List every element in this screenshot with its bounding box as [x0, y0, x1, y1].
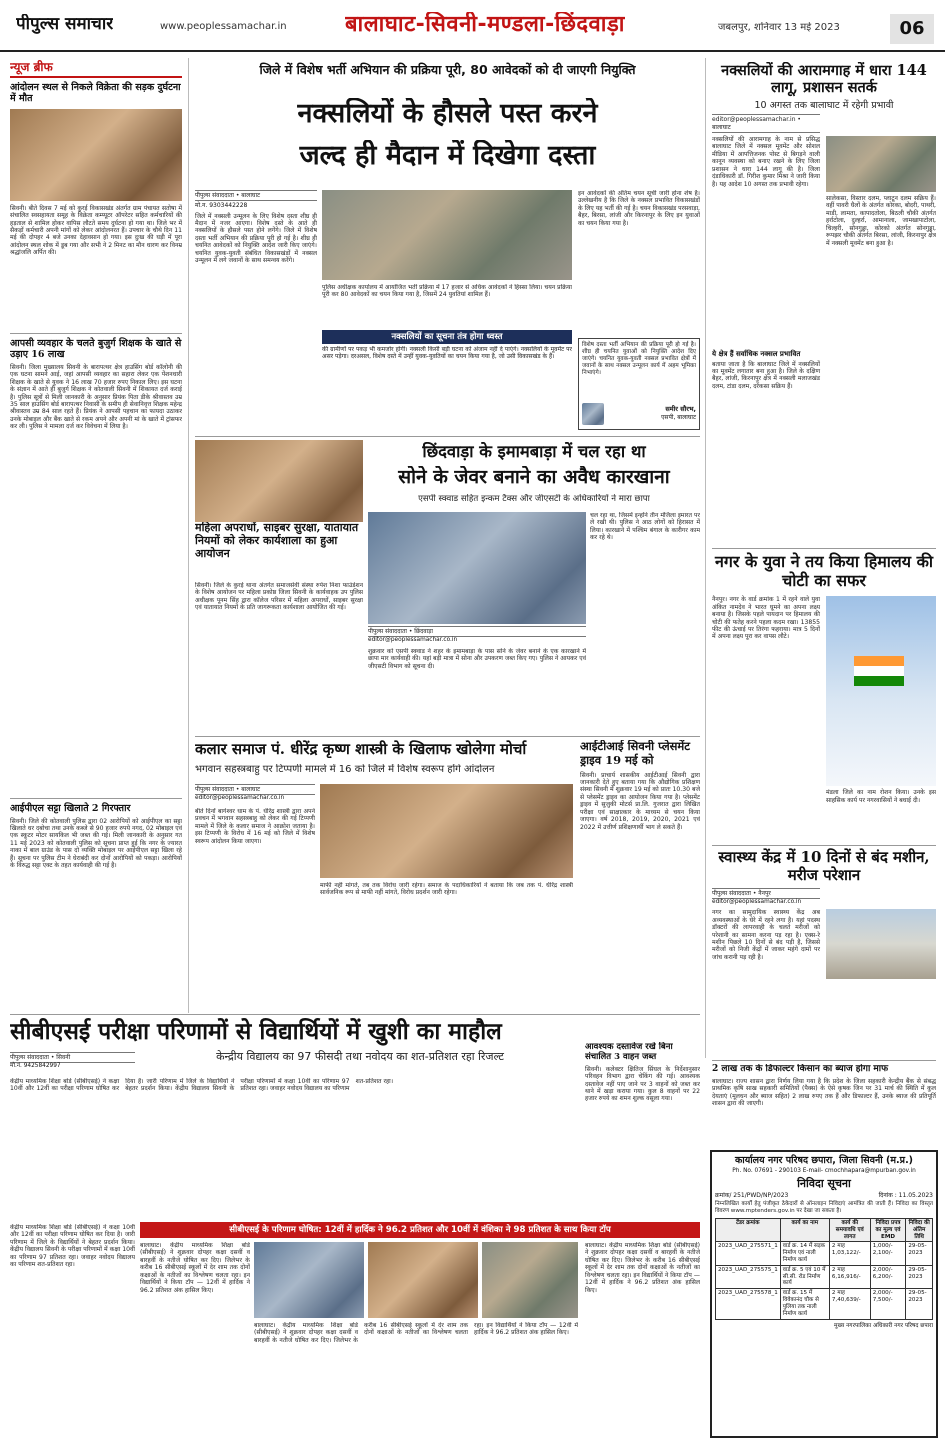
news-brief-label: न्यूज ब्रीफ — [10, 60, 182, 78]
tender-cell: 2 माह 6,16,916/- — [829, 1265, 870, 1288]
chhindwara-body2: चल रहा था, जिसमें इन्होंने तीन मंजिला इमारत पर ले रखी थी। पुलिस ने आठ लोगों को हिरासत में लिया। कारखाने में पश्चिम बंगाल के कारीगर काम कर रहे थे। — [590, 512, 700, 542]
tender-th-0: टेंडर क्रमांक — [716, 1218, 781, 1241]
tender-cell: 29-05-2023 — [906, 1289, 933, 1319]
tender-cell: 2023_UAD_275575_1 — [716, 1265, 781, 1288]
kalar-byline-wrap — [195, 784, 315, 802]
chhindwara-body2-wrap — [590, 512, 700, 730]
tender-cell: 2 माह 7,40,639/- — [829, 1289, 870, 1319]
tender-cell: 2,000/- 7,500/- — [870, 1289, 906, 1319]
tender-th-2: कार्य की समयावधि एवं लागत — [829, 1218, 870, 1241]
tender-cell: 2023_UAD_275578_1 — [716, 1289, 781, 1319]
health-centre-story — [712, 848, 936, 1060]
cbse-body: केंद्रीय माध्यमिक शिक्षा बोर्ड (सीबीएसई) ने कक्षा 10वीं और 12वीं का परीक्षा परिणाम घोषित कर दिया है। जारी परिणाम में जिले के विद्यार्थियों ने बेहतर प्रदर्शन किया। केंद्रीय विद्यालय सिवनी के परीक्षा परिणामों में कक्षा 10वीं का परिणाम 97 प्रतिशत रहा। जवाहर नवोदय विद्यालय का परिणाम शत-प्रतिशत रहा। — [10, 1078, 394, 1093]
kalar-body: बीते दिनों बागेश्वर धाम के पं. धीरेंद्र शास्त्री द्वारा अपने प्रवचन में भगवान सहस्त्रबाहु को लेकर की गई टिप्पणी मामले में जिले के कलार समाज ने आक्रोश जताया है। इस टिप्पणी के विरोध में 16 मई को जिले में विशेष स्वरूप आंदोलन किया जाएगा। — [195, 808, 315, 845]
youth-climb-story — [712, 552, 936, 842]
recruitment-photo — [322, 190, 572, 280]
kalar-email: editor@peoplessamachar.co.in — [195, 795, 285, 802]
cbse-body2-wrap — [140, 1242, 250, 1436]
chhindwara-byline-wrap — [368, 626, 586, 644]
toppers-list-text: बालाघाट। केंद्रीय माध्यमिक शिक्षा बोर्ड (सीबीएसई) ने शुक्रवार दोपहर कक्षा दसवीं व बारहवीं के नतीजे घोषित कर दिए। जिलेभर के करीब 16 सीबीएसई स्कूलों में देर शाम तक दोनों कक्षाओं के नतीजों का विश्लेषण चलता रहा। इन विद्यार्थियों ने किया टॉप — 12वीं में हार्दिक ने 96.2 प्रतिशत अंक हासिल किए। — [585, 1242, 700, 1294]
tender-cell: वार्ड क्र. 5 एवं 10 में सी.सी. रोड निर्माण कार्य — [780, 1265, 829, 1288]
table-row — [716, 1265, 933, 1288]
chhindwara-headline-2: सोने के जेवर बनाने का अवैध कारखाना — [398, 466, 670, 488]
kalar-sub: भगवान सहस्त्रबाहु पर टिप्पणी मामले में 16 को जिले में विशेष स्वरूप होंगे आंदोलन — [195, 764, 495, 775]
sp-quote: विशेष दस्ता भर्ती अभियान की प्रक्रिया पूरी हो गई है। शीघ्र ही चयनित युवाओं को नियुक्ति आदेश दिए जाएंगे। चयनित युवक-युवती नक्सल प्रभावित क्षेत्रों में जवानों के साथ नक्सल उन्मूलन कार्य में अहम भूमिका निभाएंगे। — [582, 342, 696, 377]
tender-cell: 29-05-2023 — [906, 1265, 933, 1288]
brief-1-title: आंदोलन स्थल से निकले विक्रेता की सड़क दुर्घटना में मौत — [10, 81, 181, 105]
brief-2-body: सिवनी। जिला मुख्यालय सिवनी के बारापत्थर क्षेत्र हाउसिंग बोर्ड कॉलोनी की एक घटना सामने आई, जहां आपसी व्यवहार का सहारा लेकर एक पेंशनधारी शिक्षक के खाते से युवक ने 16 लाख 70 हजार रुपए निकाल लिए। इस घटना के संज्ञान में आते ही बुजुर्ग शिक्षक ने कोतवाली सिवनी में शिकायत दर्ज कराई है। पुलिस सूत्रों से मिली जानकारी के अनुसार प्रियंक पिता डीके श्रीवास्तव उम्र 35 साल हाउसिंग बोर्ड बारापत्थर निवासी के समीप ही सेवानिवृत्त शिक्षक महेन्द्र श्रीवास्तव उम्र 84 साल रहते हैं। प्रियंक ने आपसी पहचान का फायदा उठाकर उनके मोबाइल और बैंक खाते से रकम अपने और अपनी मां के खाते में ट्रांसफर कर ली। पुलिस ने मामला दर्ज कर विवेचना में लिया है। — [10, 363, 182, 431]
news-brief-column — [10, 60, 182, 1010]
section-144-headline: नक्सलियों की आरामगाह में धारा 144 लागू, प्रशासन सतर्क — [721, 62, 927, 97]
cbse-body-repeat: केंद्रीय माध्यमिक शिक्षा बोर्ड (सीबीएसई) ने कक्षा 10वीं और 12वीं का परीक्षा परिणाम घोषित कर दिया है। जारी परिणाम में जिले के विद्यार्थियों ने बेहतर प्रदर्शन किया। केंद्रीय विद्यालय सिवनी के परीक्षा परिणामों में कक्षा 10वीं का परिणाम 97 प्रतिशत रहा। जवाहर नवोदय विद्यालय का परिणाम शत-प्रतिशत रहा। — [10, 1224, 135, 1269]
section-144-sub2: ये क्षेत्र हैं सर्वाधिक नक्सल प्रभावित — [712, 349, 801, 358]
recruitment-photo-wrap — [322, 190, 572, 280]
kalar-meeting-photo — [320, 784, 573, 878]
top-story-col2-text: पुलिस अधीक्षक कार्यालय में आयोजित भर्ती प्रक्रिया में 17 हजार से अधिक आवेदकों ने हिस्सा लिया। चयन प्रक्रिया पूरी कर 80 आवेदकों का चयन किया गया है, जिसमें 24 युवतियां शामिल हैं। — [322, 284, 572, 299]
health-centre-headline: स्वास्थ्य केंद्र में 10 दिनों से बंद मशीन, मरीज परेशान — [718, 848, 930, 884]
documents-story — [585, 1042, 700, 1220]
tender-cell: 2023_UAD_275571_1 — [716, 1242, 781, 1265]
sp-portrait — [582, 403, 604, 425]
health-centre-email: editor@peoplessamachar.co.in — [712, 899, 802, 906]
cbse-body2: बालाघाट। केंद्रीय माध्यमिक शिक्षा बोर्ड (सीबीएसई) ने शुक्रवार दोपहर कक्षा दसवीं व बारहवीं के नतीजे घोषित कर दिए। जिलेभर के करीब 16 सीबीएसई स्कूलों में देर शाम तक दोनों कक्षाओं के नतीजों का विश्लेषण चलता रहा। इन विद्यार्थियों ने किया टॉप — 12वीं में हार्दिक ने 96.2 प्रतिशत अंक हासिल किए। — [140, 1242, 250, 1294]
protest-photo — [10, 109, 182, 201]
himalaya-photo — [826, 596, 936, 786]
cbse-more-wrap — [254, 1322, 578, 1436]
tender-th-1: कार्य का नाम — [780, 1218, 829, 1241]
tender-cell: 29-05-2023 — [906, 1242, 933, 1265]
section-144-byline: editor@peoplessamachar.in • बालाघाट — [712, 114, 820, 133]
chhindwara-headline-1: छिंदवाड़ा के इमामबाड़ा में चल रहा था — [422, 442, 646, 461]
workshop-headline: महिला अपराधों, साइबर सुरक्षा, यातायात नियमों को लेकर कार्यशाला का हुआ आयोजन — [195, 522, 363, 561]
youth-climb-body: नैनपुर। नगर के वार्ड क्रमांक 1 में रहने वाले युवा अंकित नामदेव ने भारत घूमने का अपना लक्ष्य बनाया है। जिसके पहले पायदान पर हिमालय की चोटी की फतेह करने पहला कदम रखा। 13855 फीट की ऊंचाई पर तिरंगा फहराया। मात्र 5 दिनों में अपना लक्ष्य पूरा कर वापस लौटे। — [712, 596, 820, 641]
cbse-byline-wrap — [10, 1052, 135, 1070]
top-story-col1 — [195, 190, 317, 440]
youth-climb-headline: नगर के युवा ने तय किया हिमालय की चोटी का सफर — [714, 552, 934, 591]
tender-date: दिनांक : 11.05.2023 — [878, 1192, 933, 1200]
jawans-photo — [826, 136, 936, 192]
tender-footer: मुख्य नगरपालिका अधिकारी नगर परिषद छपारा — [834, 1322, 933, 1329]
newspaper-logo: पीपुल्स समाचार — [16, 14, 114, 34]
health-centre-photo — [826, 909, 936, 979]
sp-role: एसपी, बालाघाट — [661, 414, 696, 422]
farmer-loan-body: बालाघाट। राज्य शासन द्वारा निर्णय लिया गया है कि प्रदेश के जिला सहकारी केन्द्रीय बैंक से संबद्ध प्राथमिक कृषि साख सहकारी समितियों (पैक्स) के ऐसे कृषक जिन पर 31 मार्च की स्थिति में कुल देयताएं (मूलधन और ब्याज सहित) 2 लाख रुपए तक हैं और डिफाल्टर हैं, उनके ब्याज की प्रतिपूर्ति शासन द्वारा की जाएगी। — [712, 1077, 936, 1108]
website-url[interactable]: www.peoplessamachar.in — [160, 21, 287, 32]
top-story-kicker-wrap — [195, 62, 700, 92]
documents-body: सिवनी। कलेक्टर क्षितिज सिंघल के निर्देशानुसार परिवहन विभाग द्वारा चेकिंग की गई। आवश्यक दस्तावेज नहीं पाए जाने पर 3 वाहनों को जब्त कर थाने में खड़ा कराया गया। कुल 8 वाहनों पर 22 हजार रुपये का शमन शुल्क वसूला गया। — [585, 1065, 700, 1103]
toppers-list — [585, 1242, 700, 1436]
health-centre-byline: पीपुल्स संवाददाता • नैनपुर — [712, 888, 820, 899]
kalar-body2-wrap — [320, 882, 573, 1008]
top-story-headline-2: जल्द ही मैदान में दिखेगा दस्ता — [299, 140, 596, 171]
top-story-col3 — [578, 190, 700, 335]
workshop-body: सिवनी। जिले के कुरई थाना अंतर्गत समाजसेवी संस्था रुपेश निशा फाउंडेशन के विशेष आयोजन पर महिला प्रकोष्ठ जिला सिवनी के कार्यवाहक उप पुलिस अधीक्षक पूनम सिंह द्वारा कॉलेज परिसर में महिला अपराधों, साइबर सुरक्षा एवं यातायात नियमों के प्रति जागरूकता कार्यशाला आयोजित की गई। — [195, 582, 363, 612]
brief-1-body: सिवनी। बीते दिवस 7 मई को कुरई विकासखंड अंतर्गत ग्राम पंचायत सतोषा में संचालित स्वसहायता समूह के विक्रेता कम्प्यूटर ऑपरेटर सहित कर्मचारियों की हड़ताल से शामिल होकर वापिस लौटते समय दुर्घटना हो गया था। जिले भर में सैकड़ों कर्मचारी अपनी मांगों को लेकर आंदोलनरत हैं। उपचार के चौथे दिन 11 मई की दोपहर 4 बजे उनका देहावसान हो गया। इस दुःख की घड़ी में पूरा आंदोलन स्थल शोक में डूब गया और सभी ने 2 मिनट का मौन धारण कर विनम्र श्रद्धांजलि अर्पित की। — [10, 204, 182, 257]
tender-cell: 1,000/- 2,100/- — [870, 1242, 906, 1265]
iti-headline: आईटीआई सिवनी प्लेसमेंट ड्राइव 19 मई को — [580, 740, 691, 767]
cbse-more: बालाघाट। केंद्रीय माध्यमिक शिक्षा बोर्ड (सीबीएसई) ने शुक्रवार दोपहर कक्षा दसवीं व बारहवीं के नतीजे घोषित कर दिए। जिलेभर के करीब 16 सीबीएसई स्कूलों में देर शाम तक दोनों कक्षाओं के नतीजों का विश्लेषण चलता रहा। इन विद्यार्थियों ने किया टॉप — 12वीं में हार्दिक ने 96.2 प्रतिशत अंक हासिल किए। — [254, 1322, 578, 1344]
tender-intro: निम्नलिखित कार्यों हेतु पंजीकृत ठेकेदारों से ऑनलाइन निविदाएं आमंत्रित की जाती हैं। निविदा का विस्तृत विवरण www.mptenders.gov.in पर देखा जा सकता है। — [715, 1201, 933, 1215]
top-story-byline: पीपुल्स संवाददाता • बालाघाट — [195, 190, 317, 201]
cbse-sub: केन्द्रीय विद्यालय का 97 फीसदी तथा नवोदय का शत-प्रतिशत रहा रिजल्ट — [216, 1050, 504, 1063]
cbse-left-col — [10, 1224, 135, 1436]
chhindwara-body: शुक्रवार को एसपी स्क्वाड ने शहर के इमामबाड़ा के पास सोने के जेवर बनाने के एक कारखाने में छापा मार कार्यवाही की। यहां बड़ी मात्रा में सोना और उपकरण जब्त किए गए। पुलिस ने आयकर एवं जीएसटी विभाग को सूचना दी। — [368, 648, 586, 670]
tender-cell: 2 माह 1,03,122/- — [829, 1242, 870, 1265]
topper-girl-photo — [482, 1242, 578, 1318]
youth-climb-caption: मंडला जिले का नाम रोशन किया। उनके इस साहसिक कार्य पर नगरवासियों ने बधाई दी। — [826, 789, 936, 804]
cbse-headline: सीबीएसई परीक्षा परिणामों से विद्यार्थियों में खुशी का माहौल — [10, 1018, 502, 1045]
kalar-byline: पीपुल्स संवाददाता • बालाघाट — [195, 784, 315, 795]
kalar-body-wrap — [195, 808, 315, 1008]
tricolour-flag — [854, 656, 904, 686]
tender-cell: वार्ड क्र. 14 में सड़क निर्माण एवं नाली निर्माण कार्य — [780, 1242, 829, 1265]
top-story-col1-text: जिले में नक्सली उन्मूलन के लिए विशेष दस्ता शीघ्र ही मैदान में नजर आएगा। विशेष दस्ते के आते ही नक्सलियों के हौसले पस्त होने लगेंगे। जिले में विशेष दस्ता भर्ती अभियान की प्रक्रिया पूरी हो गई है। शीघ्र ही चयनित आवेदकों को नियुक्ति आदेश जारी किए जाएंगे। चयनित युवक-युवती संबंधित विकासखंडों में नक्सल उन्मूलन में लगे जवानों के साथ समन्वय करेंगे। — [195, 212, 317, 265]
table-row — [716, 1242, 933, 1265]
tender-office: कार्यालय नगर परिषद छपारा, जिला सिवनी (म.प्र.) — [734, 1155, 914, 1166]
tender-table — [715, 1218, 933, 1320]
cbse-body-wrap — [10, 1078, 580, 1220]
iti-body: सिवनी। प्राचार्य शासकीय आईटीआई सिवनी द्वारा जानकारी देते हुए बताया गया कि औद्योगिक प्रशिक्षण संस्था सिवनी में शुक्रवार 19 मई को प्रातः 10.30 बजे से प्लेसमेंट ड्राइव का आयोजन किया गया है। प्लेसमेंट ड्राइव में सुजुकी मोटर्स प्रा.लि. गुजरात द्वारा लिखित परीक्षा एवं साक्षात्कार के माध्यम से चयन किया जाएगा। वर्ष 2018, 2019, 2020, 2021 एवं 2022 में उत्तीर्ण प्रशिक्षणार्थी भाग ले सकते हैं। — [580, 771, 700, 831]
tender-ref: क्रमांक/ 251/PWD/NP/2023 — [715, 1192, 789, 1200]
section-144-body3: बताया जाता है कि बालाघाट जिले में नक्सलियों का मूवमेंट लगातार बना हुआ है। जिले के दक्षिण बैहर, लांजी, किरनापुर क्षेत्र में नक्सली मलाजखंड दलम, टांडा दलम, दर्रेकसा सक्रिय हैं। — [712, 360, 820, 390]
cbse-banner: सीबीएसई के परिणाम घोषित: 12वीं में हार्दिक ने 96.2 प्रतिशत और 10वीं में वंशिका ने 98 प्रतिशत के साथ किया टॉप — [140, 1222, 700, 1238]
kalar-body2: माफी नहीं मांगते, तब तक विरोध जारी रहेगा। समाज के पदाधिकारियों ने बताया कि जब तक पं. धीरेंद्र शास्त्री सार्वजनिक रूप से माफी नहीं मांगते, विरोध प्रदर्शन जारी रहेगा। — [320, 882, 573, 897]
farmer-loan-headline: 2 लाख तक के डिफाल्टर किसान का ब्याज होगा माफ — [712, 1064, 889, 1074]
table-row — [716, 1289, 933, 1319]
section-144-body: नक्सलियों की आरामगाह के नाम से प्रसिद्ध बालाघाट जिले में नक्सल मूवमेंट और सोशल मीडिया में आपत्तिजनक पोस्ट से बिगड़ने वाली कानून व्यवस्था को बनाए रखने के लिए जिला प्रशासन ने धारा 144 लागू की है। जिला दंडाधिकारी डॉ. गिरीश कुमार मिश्रा ने जारी किया है। यह आदेश 10 अगस्त तक प्रभावी रहेगा। — [712, 135, 820, 188]
iti-story — [580, 740, 700, 1008]
masthead — [0, 0, 945, 52]
documents-headline: आवश्यक दस्तावेज रखे बिना संचालित 3 वाहन जब्त — [585, 1042, 673, 1063]
chhindwara-sub: एसपी स्क्वाड सहित इन्कम टैक्स और जीएसटी के अधिकारियों ने मारा छापा — [418, 494, 650, 504]
tender-th-4: निविदा की अंतिम तिथि — [906, 1218, 933, 1241]
health-centre-body: नगर का सामुदायिक स्वास्थ्य केंद्र अब अव्यवस्थाओं के घेरे में रहने लगा है। यहां पदस्थ डॉक्टरों की लापरवाही के चलते मरीजों को परेशानी का सामना करना पड़ रहा है। एक्स-रे मशीन पिछले 10 दिनों से बंद पड़ी है, जिससे मरीजों को निजी केंद्रों में जाकर महंगे दामों पर जांच करानी पड़ रही है। — [712, 909, 820, 961]
issue-date: जबलपुर, शनिवार 13 मई 2023 — [718, 22, 840, 33]
sp-quote-box — [578, 338, 700, 430]
top-story-caption-text-wrap — [322, 346, 572, 410]
sp-name: समीर सौरभ, — [665, 405, 696, 414]
top-story-mobile: मो.न. 9303442228 — [195, 202, 248, 210]
top-story-headline-1: नक्सलियों के हौसले पस्त करने — [297, 98, 598, 129]
top-story-photo-caption: नक्सलियों का सूचना तंत्र होगा ध्वस्त — [322, 330, 572, 344]
toppers-family-photo — [368, 1242, 478, 1318]
workshop-body-wrap — [195, 582, 363, 732]
section-144-body2: सालेकसा, विस्तार दलम, प्लाटून दलम सक्रिय हैं। वहीं पावरी घैलों के अंतर्गत कोरका, बोदरी, पाथरी, माडी, लामता, कापादतोला, बिठली चौकी अंतर्गत हर्राटोला, दुल्हर्रा, आमानाला, जामखापाटोला, चिल्हरी, सोनगुड्डा, कोरको अंतर्गत सोनगुड्डा, रूपझर चौकी अंतर्गत बिरसा, लांजी, किरनापुर क्षेत्र में नक्सली मूवमेंट बना हुआ है। — [826, 194, 936, 247]
brief-3-body: सिवनी। जिले की कोतवाली पुलिस द्वारा 02 आरोपियों को आईपीएल का सट्टा खिलाते धर दबोचा तथा उनके कब्जे से 90 हजार रुपये नगद, 02 मोबाइल एवं एक स्कूटर मोटर सायकिल भी जब्त की गई। मिली जानकारी के अनुसार गत 11 मई 2023 को कोतवाली पुलिस को सूचना प्राप्त हुई कि नगर के ज्यारत नाका में बाल ग्राउंड के पास दो व्यक्ति मोबाइल पर आईपीएल सट्टा खिला रहे हैं। सूचना पर पुलिस टीम ने घेराबंदी कर दोनों आरोपियों को पकड़ा। आरोपियों के विरुद्ध सट्टा एक्ट के तहत कार्यवाही की गई है। — [10, 817, 182, 870]
brief-2-title: आपसी व्यवहार के चलते बुजुर्ग शिक्षक के खाते से उड़ाए 16 लाख — [10, 337, 182, 361]
page-number: 06 — [890, 14, 934, 44]
tender-title: निविदा सूचना — [797, 1176, 851, 1190]
chhindwara-email: editor@peoplessamachar.co.in — [368, 637, 458, 644]
cbse-byline: पीपुल्स संवाददाता • सिवनी — [10, 1052, 135, 1063]
cbse-mobile: मो.नं. 9425842997 — [10, 1063, 61, 1070]
top-story-kicker: जिले में विशेष भर्ती अभियान की प्रक्रिया पूरी, 80 आवेदकों को दी जाएगी नियुक्ति — [259, 62, 636, 77]
tender-cell: 2,000/- 6,200/- — [870, 1265, 906, 1288]
tender-cell: वार्ड क्र. 15 में विवेकानंद चौक से पुलिया तक नाली निर्माण कार्य — [780, 1289, 829, 1319]
farmer-loan-story — [712, 1064, 936, 1150]
top-story-caption-text: की ग्रामीणों पर पकड़ भी कमजोर होगी। नक्सली किसी बड़ी घटना को अंजाम नहीं दे पाएंगे। नक्सलियों के मूवमेंट पर असर पड़ेगा। दरअसल, विशेष दस्ते में उन्हीं युवक-युवतियों का चयन किया गया है, जो उसी विकासखंड के हैं। — [322, 346, 572, 361]
chhindwara-body-wrap — [368, 648, 586, 730]
region-title: बालाघाट-सिवनी-मण्डला-छिंदवाड़ा — [345, 12, 625, 37]
chhindwara-byline: पीपुल्स संवाददाता • छिंदवाड़ा — [368, 626, 586, 637]
section-144-story — [712, 62, 936, 567]
tender-th-3: निविदा प्रपत्र का मूल्य एवं EMD — [870, 1218, 906, 1241]
section-144-sub: 10 अगस्त तक बालाघाट में रहेगी प्रभावी — [754, 99, 894, 111]
tender-notice — [710, 1150, 938, 1438]
toppers-group-photo — [254, 1242, 364, 1318]
workshop-photo — [195, 440, 363, 534]
workshop-photo-wrap — [195, 440, 363, 534]
kalar-headline: कलार समाज पं. धीरेंद्र कृष्ण शास्त्री के खिलाफ खोलेगा मोर्चा — [195, 740, 527, 758]
top-story-col3-text: इन आवेदकों की अंतिम चयन सूची जारी होना शेष है। उल्लेखनीय है कि जिले के नक्सल प्रभावित विकासखंडों के लिए यह भर्ती की गई है। चयन विकासखंड परसवाड़ा, बैहर, बिरसा, लांजी और किरनापुर के लिए इन युवाओं का चयन किया गया है। — [578, 190, 700, 227]
brief-3-title: आईपीएल सट्टा खिलाते 2 गिरफ्तार — [10, 802, 131, 814]
raid-photo — [368, 512, 586, 624]
tender-contact: Ph. No. 07691 - 290103 E-mail- cmochhapara@mpurban.gov.in — [732, 1167, 916, 1174]
